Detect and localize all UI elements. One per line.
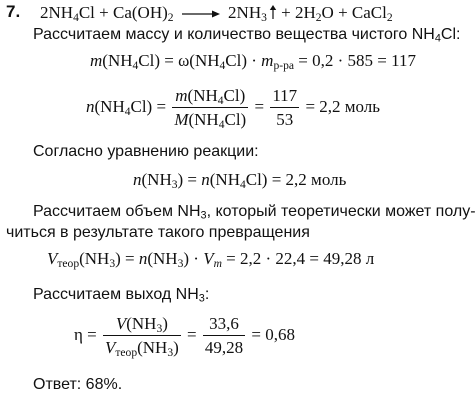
answer-text: Ответ: 68%. — [33, 376, 123, 393]
volume-equation: $V_{теор}(NH_3) = n(NH_3) \cdot V_m = 2,2 \cdot 22,4 = 49,28$ л — [47, 249, 375, 270]
step-3-text-line-1: Рассчитаем объем $NH_3$, который теоретически может полу- — [33, 203, 476, 222]
yield-numeric-fraction: $\frac{33,6}{49,28}$ — [204, 314, 244, 357]
step-4-text: Рассчитаем выход $NH_3$: — [33, 286, 210, 305]
mass-over-molar-fraction: $\frac{m(NH_4Cl)}{M(NH_4Cl)}$ — [174, 86, 247, 131]
step-1-text: Рассчитаем массу и количество вещества чистого $NH_4Cl$: — [33, 26, 461, 45]
yield-equation: η = $\frac{V(NH_3)}{V_{теор}(NH_3)}$ = $\frac{33,6}{49,28}$ = 0,68 — [74, 314, 295, 359]
amount-equation: $n(NH_4Cl)$ = $\frac{m(NH_4Cl)}{M(NH_4Cl)}$ = $\frac{117}{53}$ = 2,2 моль — [86, 86, 381, 131]
problem-number: 7. — [6, 2, 21, 21]
step-3-text-line-2: читься в результате такого превращения — [6, 224, 310, 241]
volume-ratio-fraction: $\frac{V(NH_3)}{V_{теор}(NH_3)}$ — [104, 314, 179, 359]
reaction-equation: $2NH_4Cl + Ca(OH)_2$ $2NH_3 + 2H_2O$ + CaCl$_2$ — [40, 3, 393, 24]
mass-equation: $m(NH_4Cl) = \omega(NH_4Cl) \cdot m_{р-ра} = 0,2 \cdot 585 = 117$ — [90, 51, 416, 72]
moles-equality-equation: $n(NH_3) = n(NH_4Cl) = 2,2$ моль — [133, 170, 347, 191]
step-2-text: Согласно уравнению реакции: — [33, 143, 259, 160]
gas-up-arrow-icon — [269, 5, 277, 19]
numeric-fraction: $\frac{117}{53}$ — [272, 86, 298, 129]
reaction-arrow-icon — [182, 9, 220, 19]
